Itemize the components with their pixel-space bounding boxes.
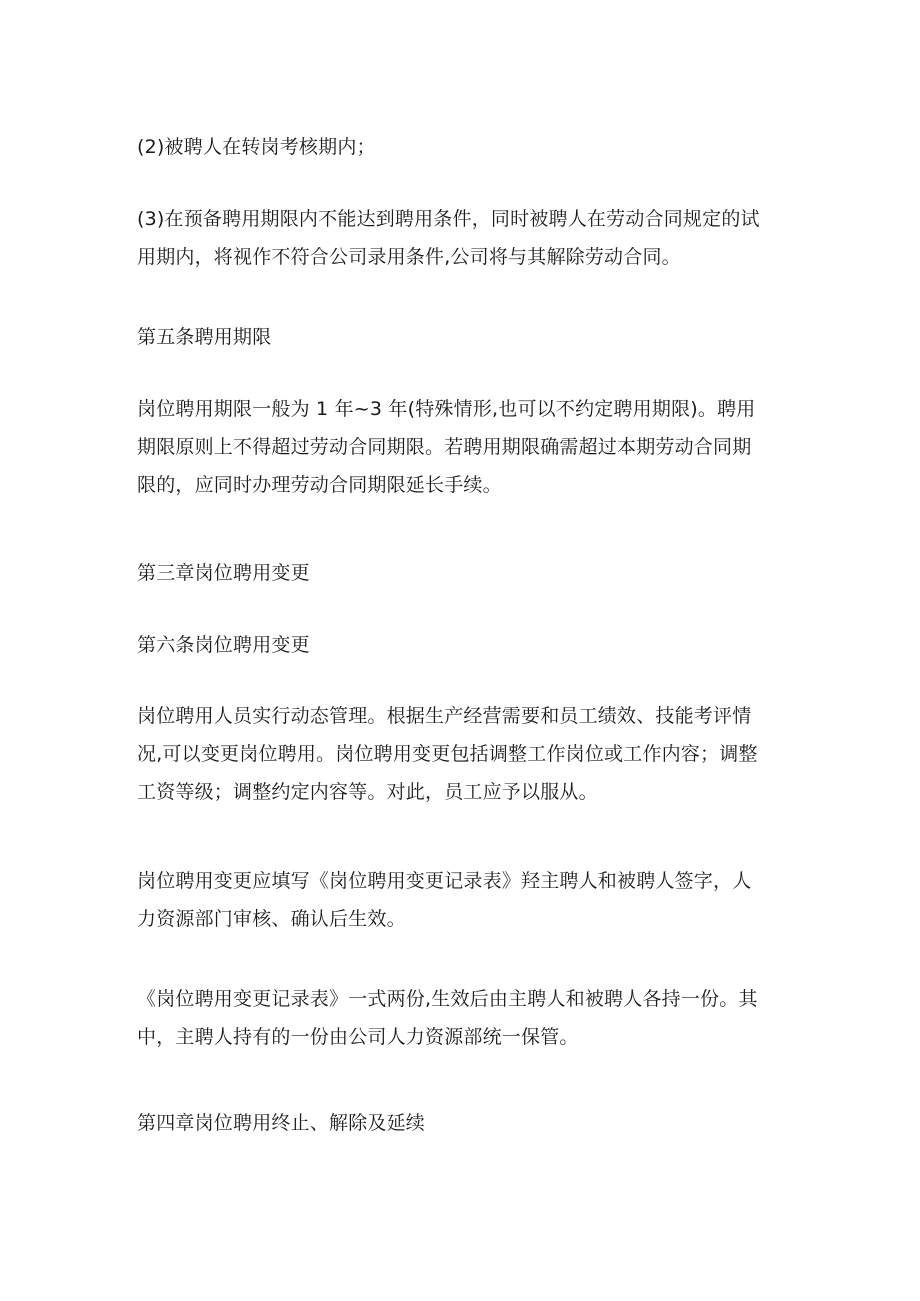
text-line: 第三章岗位聘用变更 — [137, 562, 310, 584]
text-line: 力资源部门审核、确认后生效。 — [137, 908, 406, 930]
article-5-heading — [137, 318, 787, 356]
text-line: 《岗位聘用变更记录表》一式两份,生效后由主聘人和被聘人各持一份。其 — [137, 988, 758, 1010]
text-line: 岗位聘用期限一般为 1 年~3 年(特殊情形,也可以不约定聘用期限)。聘用 — [137, 398, 756, 420]
text-line: (3)在预备聘用期限内不能达到聘用条件，同时被聘人在劳动合同规定的试 — [137, 208, 760, 230]
text-line: 期限原则上不得超过劳动合同期限。若聘用期限确需超过本期劳动合同期 — [137, 436, 752, 458]
clause-3-paragraph — [137, 200, 787, 276]
text-line: 第六条岗位聘用变更 — [137, 634, 310, 656]
text-line: 岗位聘用人员实行动态管理。根据生产经营需要和员工绩效、技能考评情 — [137, 705, 752, 727]
chapter-3-heading — [137, 554, 787, 592]
change-record-paragraph — [137, 862, 787, 938]
text-line: 工资等级；调整约定内容等。对此，员工应予以服从。 — [137, 781, 598, 803]
text-line: 第四章岗位聘用终止、解除及延续 — [137, 1112, 426, 1134]
chapter-4-heading — [137, 1104, 787, 1142]
text-line: 岗位聘用变更应填写《岗位聘用变更记录表》羟主聘人和被聘人签字，人 — [137, 870, 752, 892]
text-line: 况,可以变更岗位聘用。岗位聘用变更包括调整工作岗位或工作内容；调整 — [137, 743, 758, 765]
article-5-body — [137, 390, 787, 504]
text-line: (2)被聘人在转岗考核期内； — [137, 136, 376, 158]
article-6-heading — [137, 626, 787, 664]
clause-2-paragraph — [137, 128, 787, 166]
text-line: 用期内，将视作不符合公司录用条件,公司将与其解除劳动合同。 — [137, 246, 681, 268]
record-copies-paragraph — [137, 980, 787, 1056]
text-line: 中，主聘人持有的一份由公司人力资源部统一保管。 — [137, 1026, 579, 1048]
text-line: 第五条聘用期限 — [137, 326, 272, 348]
text-line: 限的，应同时办理劳动合同期限延长手续。 — [137, 474, 502, 496]
article-6-body — [137, 697, 787, 811]
